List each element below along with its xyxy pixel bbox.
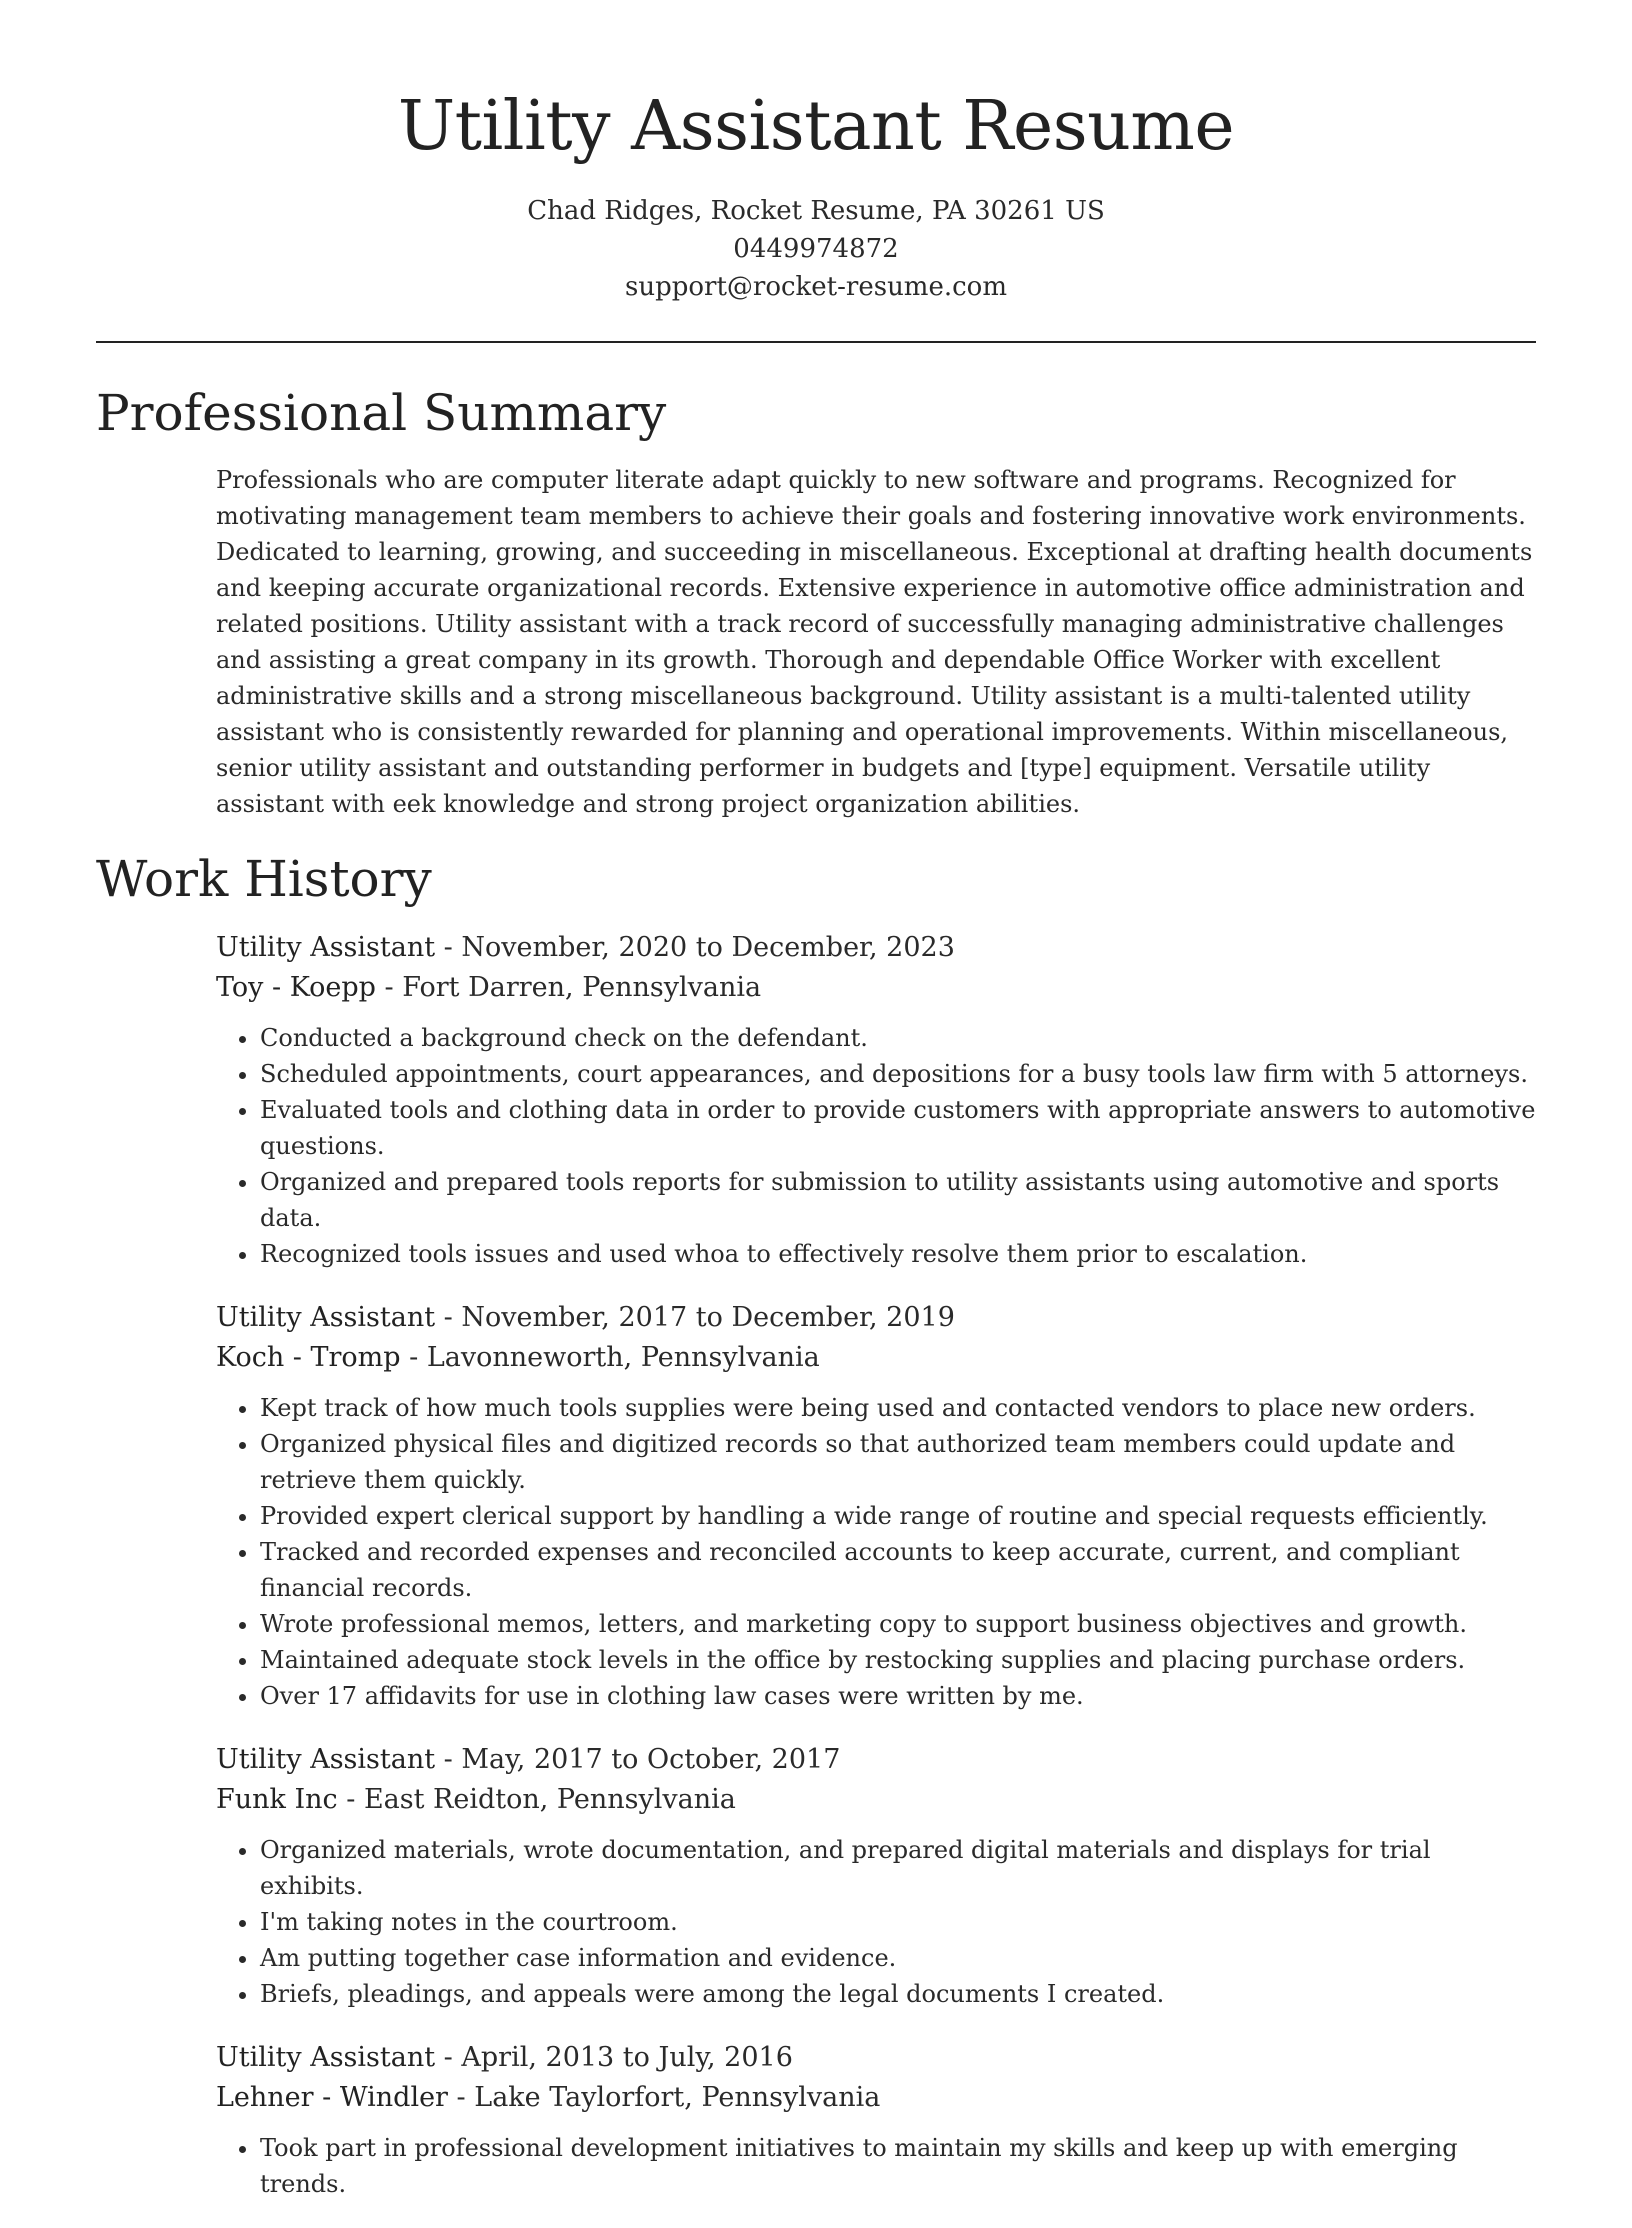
job-employer-line	[216, 968, 1540, 1008]
job-title: Utility Assistant	[216, 2042, 436, 2073]
resume-title: Utility Assistant Resume	[397, 87, 1235, 166]
contact-phone: 0449974872	[733, 234, 899, 264]
job-duty-item: • Am putting together case information and evidence.	[260, 1940, 1540, 1976]
job-company: Toy - Koepp	[216, 972, 376, 1003]
job-entry	[216, 928, 1540, 1272]
job-duty-item: • Evaluated tools and clothing data in order to provide customers with appropriate answers to automotive questions.	[260, 1092, 1540, 1164]
job-employer-line	[216, 1338, 1540, 1378]
job-dates: April, 2013 to July, 2016	[461, 2042, 793, 2073]
job-company: Funk Inc	[216, 1784, 338, 1815]
work-history-heading: Work History	[96, 850, 432, 908]
job-duties-list	[216, 2130, 1540, 2202]
job-entry	[216, 2038, 1540, 2202]
job-company-separator: -	[447, 2082, 475, 2113]
job-company-separator: -	[375, 972, 403, 1003]
job-duties-list	[216, 1390, 1540, 1714]
job-company-separator: -	[337, 1784, 364, 1815]
work-history-list	[216, 928, 1540, 2228]
job-dates: November, 2020 to December, 2023	[461, 932, 955, 963]
job-title: Utility Assistant	[216, 932, 436, 963]
job-company: Lehner - Windler	[216, 2082, 448, 2113]
job-title-separator: -	[435, 1744, 462, 1775]
job-duty-item: • Briefs, pleadings, and appeals were among the legal documents I created.	[260, 1976, 1540, 2012]
job-title: Utility Assistant	[216, 1744, 436, 1775]
job-duty-item: • Organized and prepared tools reports for submission to utility assistants using automotive and sports data.	[260, 1164, 1540, 1236]
job-entry	[216, 1298, 1540, 1714]
job-employer-line	[216, 1780, 1540, 1820]
job-duties-list	[216, 1832, 1540, 2012]
job-employer-line	[216, 2078, 1540, 2118]
job-title-line	[216, 1740, 1540, 1780]
job-duty-item: • Provided expert clerical support by handling a wide range of routine and special requests efficiently.	[260, 1498, 1540, 1534]
job-company: Koch - Tromp	[216, 1342, 401, 1373]
job-dates: November, 2017 to December, 2019	[461, 1302, 955, 1333]
job-duty-item: • Maintained adequate stock levels in the office by restocking supplies and placing purchase orders.	[260, 1642, 1540, 1678]
job-duty-item: • Organized materials, wrote documentation, and prepared digital materials and displays for trial exhibits.	[260, 1832, 1540, 1904]
job-duty-item: • Scheduled appointments, court appearances, and depositions for a busy tools law firm with 5 attorneys.	[260, 1056, 1540, 1092]
job-duty-item: • Took part in professional development initiatives to maintain my skills and keep up with emerging trends.	[260, 2130, 1540, 2202]
job-duty-item: • Recognized tools issues and used whoa to effectively resolve them prior to escalation.	[260, 1236, 1540, 1272]
job-title-line	[216, 928, 1540, 968]
contact-email: support@rocket-resume.com	[624, 272, 1007, 302]
job-title-separator: -	[435, 932, 462, 963]
job-duties-list	[216, 1020, 1540, 1272]
job-location: Lake Taylorfort, Pennsylvania	[474, 2082, 881, 2113]
job-duty-item: • Conducted a background check on the defendant.	[260, 1020, 1540, 1056]
job-duty-item: • Wrote professional memos, letters, and marketing copy to support business objectives and growth.	[260, 1606, 1540, 1642]
job-title-separator: -	[435, 1302, 462, 1333]
job-duty-item: • Over 17 affidavits for use in clothing law cases were written by me.	[260, 1678, 1540, 1714]
job-location: Fort Darren, Pennsylvania	[402, 972, 762, 1003]
job-company-separator: -	[400, 1342, 427, 1373]
header-divider	[96, 341, 1536, 343]
job-location: Lavonneworth, Pennsylvania	[426, 1342, 820, 1373]
job-location: East Reidton, Pennsylvania	[363, 1784, 736, 1815]
contact-info	[96, 192, 1536, 306]
job-duty-item: • I'm taking notes in the courtroom.	[260, 1904, 1540, 1940]
summary-text: Professionals who are computer literate adapt quickly to new software and programs. Recognized for motivating management team members to achieve their goals and fostering innovative work environments. Dedicated to learning, growing, and succeeding in miscellaneous. Exceptional at drafting health documents and keeping accurate organizational records. Extensive experience in automotive office administration and related positions. Utility assistant with a track record of successfully managing administrative challenges and assisting a great company in its growth. Thorough and dependable Office Worker with excellent administrative skills and a strong miscellaneous background. Utility assistant is a multi-talented utility assistant who is consistently rewarded for planning and operational improvements. Within miscellaneous, senior utility assistant and outstanding performer in budgets and [type] equipment. Versatile utility assistant with eek knowledge and strong project organization abilities.	[216, 466, 1533, 818]
job-duty-item: • Organized physical files and digitized records so that authorized team members could update and retrieve them quickly.	[260, 1426, 1540, 1498]
job-entry	[216, 1740, 1540, 2012]
job-title-separator: -	[435, 2042, 462, 2073]
job-duty-item: • Tracked and recorded expenses and reconciled accounts to keep accurate, current, and compliant financial records.	[260, 1534, 1540, 1606]
job-duty-item: • Kept track of how much tools supplies were being used and contacted vendors to place new orders.	[260, 1390, 1540, 1426]
job-title: Utility Assistant	[216, 1302, 436, 1333]
summary-heading: Professional Summary	[96, 384, 667, 442]
job-title-line	[216, 1298, 1540, 1338]
contact-address: Chad Ridges, Rocket Resume, PA 30261 US	[527, 196, 1105, 226]
job-title-line	[216, 2038, 1540, 2078]
job-dates: May, 2017 to October, 2017	[461, 1744, 841, 1775]
